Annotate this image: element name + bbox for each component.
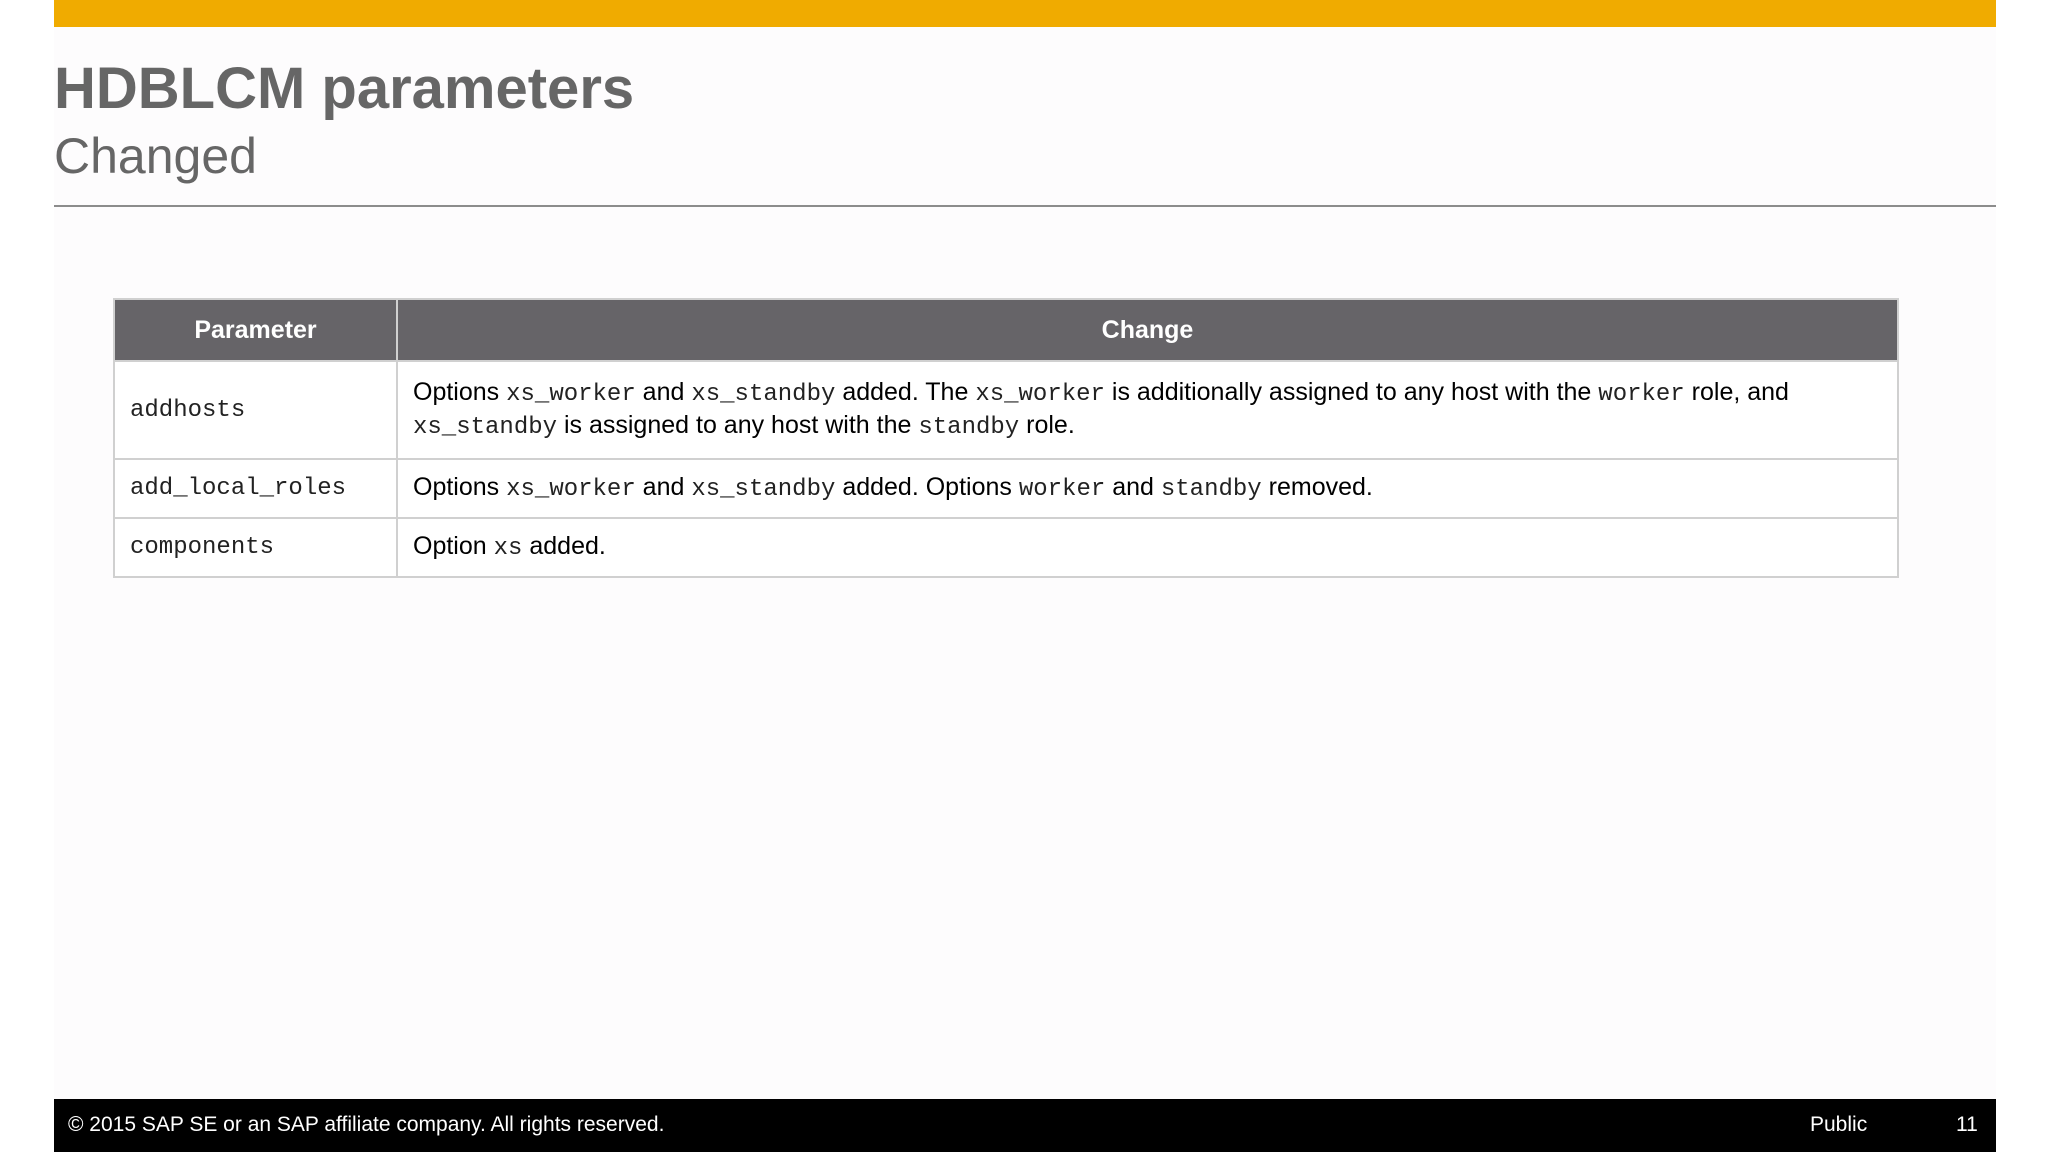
code-term: xs_worker (506, 381, 636, 408)
change-cell (397, 518, 1898, 577)
change-text: Option (413, 532, 494, 560)
change-text: Options (413, 378, 507, 406)
code-term: xs_standby (691, 381, 836, 408)
code-term: xs_worker (975, 381, 1105, 408)
table-row (114, 518, 1898, 577)
change-text: role. (1019, 411, 1075, 439)
change-cell (397, 459, 1898, 518)
page-number: 11 (1956, 1113, 1978, 1136)
slide (54, 0, 1996, 1152)
code-term: xs_standby (691, 476, 836, 503)
change-text: added. Options (835, 473, 1019, 501)
table-row (114, 459, 1898, 518)
change-text: Options (413, 473, 507, 501)
accent-bar (54, 0, 1996, 27)
parameters-table (113, 298, 1899, 578)
change-text: removed. (1261, 473, 1373, 501)
change-text: and (635, 473, 692, 501)
table-header-row (114, 299, 1898, 361)
change-text: role, and (1684, 378, 1789, 406)
code-term: standby (1160, 476, 1262, 503)
change-text: and (1105, 473, 1161, 501)
parameter-cell: components (114, 518, 397, 577)
column-header-change: Change (397, 299, 1898, 361)
change-text: added. (522, 532, 606, 560)
parameter-cell: addhosts (114, 361, 397, 459)
parameter-cell: add_local_roles (114, 459, 397, 518)
title-divider (54, 205, 1996, 207)
code-term: xs_worker (506, 476, 636, 503)
change-cell (397, 361, 1898, 459)
slide-subtitle: Changed (54, 128, 257, 184)
change-text: added. The (835, 378, 976, 406)
footer-classification: Public (1810, 1113, 1868, 1136)
code-term: xs (493, 535, 523, 562)
column-header-parameter: Parameter (114, 299, 397, 361)
code-term: xs_standby (413, 414, 558, 441)
change-text: and (635, 378, 692, 406)
change-text: is additionally assigned to any host with the (1104, 378, 1599, 406)
code-term: standby (918, 414, 1020, 441)
footer-bar (54, 1099, 1996, 1152)
code-term: worker (1018, 476, 1106, 503)
table-row (114, 361, 1898, 459)
code-term: worker (1598, 381, 1685, 408)
slide-title: HDBLCM parameters (54, 56, 635, 121)
change-text: is assigned to any host with the (557, 411, 919, 439)
footer-copyright: © 2015 SAP SE or an SAP affiliate company. All rights reserved. (68, 1113, 665, 1136)
